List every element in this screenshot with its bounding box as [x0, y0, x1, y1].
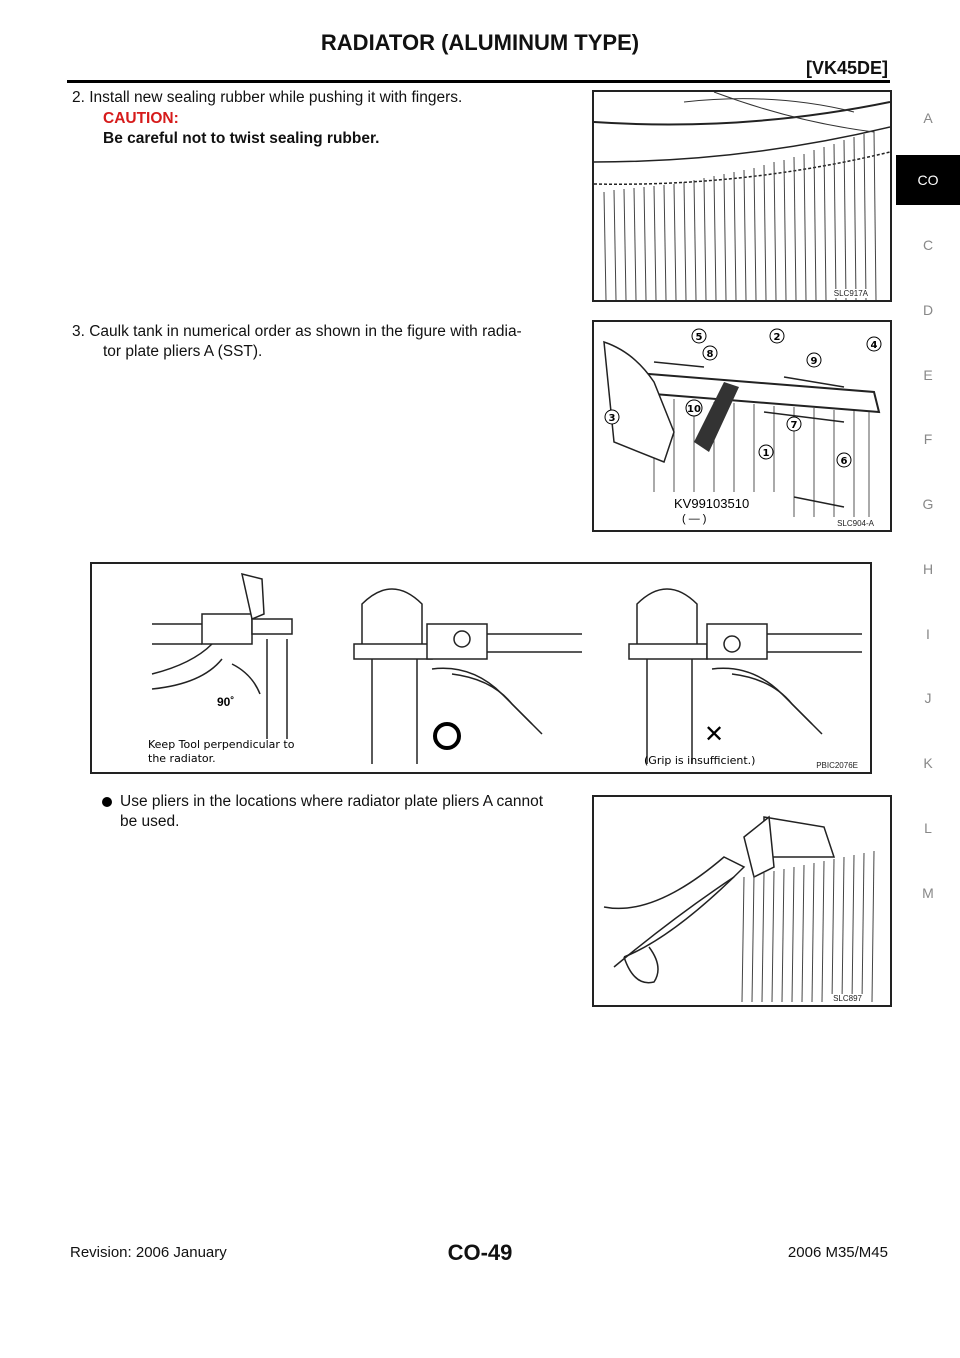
- footer-revision: Revision: 2006 January: [70, 1244, 227, 1261]
- page-number: CO-49: [447, 1240, 513, 1265]
- ok-mark: [435, 724, 459, 748]
- section-tab-g[interactable]: G: [922, 496, 934, 512]
- step-3-text-line1: 3. Caulk tank in numerical order as shown in the figure with radia-: [72, 323, 522, 340]
- page-subtitle: [VK45DE]: [805, 58, 888, 78]
- tool-perpendicular-illustration: [92, 564, 870, 772]
- ng-mark: ✕: [704, 720, 725, 748]
- tool-number-paren: ( — ): [682, 513, 707, 525]
- footer-model: 2006 M35/M45: [787, 1244, 888, 1261]
- section-tab-i[interactable]: I: [926, 626, 930, 642]
- section-tab-h[interactable]: H: [922, 561, 934, 577]
- section-tab-l[interactable]: L: [924, 820, 932, 836]
- callout-1: 1: [762, 448, 770, 459]
- figure-sealing-rubber: [592, 90, 892, 302]
- figure-code: PBIC2076E: [816, 761, 858, 770]
- header-rule: [67, 80, 890, 83]
- note-line1: Keep Tool perpendicular to: [148, 738, 295, 751]
- section-tab-k[interactable]: K: [923, 755, 933, 771]
- step-3-text-line2: tor plate pliers A (SST).: [103, 343, 263, 360]
- bullet-text-line1: Use pliers in the locations where radiator plate pliers A cannot: [120, 793, 544, 810]
- callout-7: 7: [790, 420, 798, 431]
- figure-pliers: [592, 795, 892, 1007]
- figure-code: SLC904-A: [837, 519, 874, 528]
- ng-note: (Grip is insufficient.): [644, 754, 756, 767]
- sealing-rubber-illustration: [594, 92, 890, 300]
- caution-text: Be careful not to twist sealing rubber.: [103, 130, 380, 147]
- callout-5: 5: [695, 332, 703, 343]
- callout-8: 8: [706, 349, 714, 360]
- figure-tool-perpendicular: [90, 562, 872, 774]
- section-tab-co[interactable]: CO: [896, 155, 960, 205]
- callout-3: 3: [608, 413, 616, 424]
- bullet-text-line2: be used.: [120, 813, 180, 830]
- angle-label: 90˚: [217, 695, 235, 709]
- caution-label: CAUTION:: [103, 110, 179, 127]
- callout-10: 10: [687, 404, 701, 415]
- section-tab-d[interactable]: D: [922, 302, 934, 318]
- pliers-illustration: [594, 797, 890, 1005]
- section-tab-e[interactable]: E: [923, 367, 933, 383]
- section-tab-j[interactable]: J: [924, 690, 932, 706]
- callout-4: 4: [870, 340, 878, 351]
- tool-number: KV99103510: [674, 496, 750, 511]
- bullet-marker: [102, 797, 112, 807]
- figure-code: SLC897: [833, 994, 862, 1003]
- note-line2: the radiator.: [148, 752, 216, 765]
- page-title: RADIATOR (ALUMINUM TYPE): [320, 30, 640, 55]
- figure-code: SLC917A: [833, 289, 868, 298]
- section-tab-c[interactable]: C: [922, 237, 934, 253]
- callout-2: 2: [773, 332, 781, 343]
- callout-6: 6: [840, 456, 848, 467]
- section-tab-m[interactable]: M: [922, 885, 934, 901]
- step-2-text: 2. Install new sealing rubber while pushing it with fingers.: [72, 89, 463, 106]
- section-tab-f[interactable]: F: [923, 431, 933, 447]
- callout-9: 9: [810, 356, 818, 367]
- section-tab-a[interactable]: A: [923, 110, 933, 126]
- caulk-order-illustration: [594, 322, 890, 530]
- figure-caulk-order: [592, 320, 892, 532]
